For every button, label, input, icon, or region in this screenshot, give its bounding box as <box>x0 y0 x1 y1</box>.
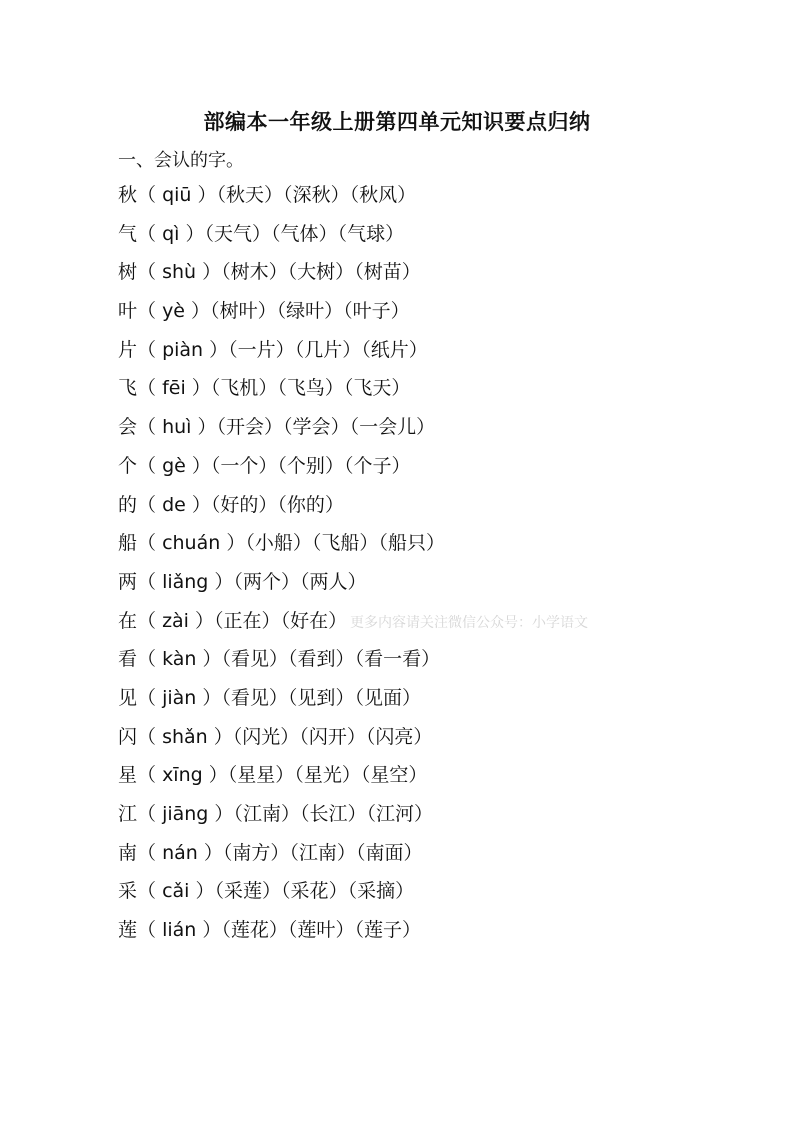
character-row: 叶（ yè ）（树叶）（绿叶）（叶子） <box>118 300 410 323</box>
pinyin: yè <box>162 300 185 323</box>
character: 看 <box>118 648 138 671</box>
character: 个 <box>118 454 138 477</box>
word: 看到 <box>297 648 336 671</box>
word: 看见 <box>230 648 269 671</box>
character-row: 气（ qì ）（天气）（气体）（气球） <box>118 222 405 245</box>
word: 闪光 <box>242 725 281 748</box>
character-row: 船（ chuán ）（小船）（飞船）（船只） <box>118 532 445 555</box>
word: 气体 <box>280 222 319 245</box>
word: 树苗 <box>363 261 402 284</box>
word: 树木 <box>230 261 269 284</box>
word: 秋天 <box>226 184 265 206</box>
character: 船 <box>118 532 138 555</box>
pinyin: zài <box>162 609 189 632</box>
character: 树 <box>118 261 138 284</box>
pinyin: chuán <box>162 532 221 555</box>
word: 见面 <box>363 686 402 709</box>
word: 采莲 <box>224 880 263 903</box>
pinyin: cǎi <box>162 880 190 903</box>
word: 天气 <box>213 222 252 245</box>
pinyin: shǎn <box>162 725 208 748</box>
word: 气球 <box>347 222 386 245</box>
character: 飞 <box>118 377 138 400</box>
pinyin: xīng <box>162 764 203 787</box>
word: 莲花 <box>230 919 269 942</box>
character: 片 <box>118 338 138 361</box>
word: 树叶 <box>219 300 258 323</box>
character: 见 <box>118 686 138 709</box>
word: 飞船 <box>321 532 360 555</box>
word: 叶子 <box>352 300 391 323</box>
character: 莲 <box>118 919 138 942</box>
character: 闪 <box>118 725 138 748</box>
word: 闪亮 <box>375 725 414 748</box>
word: 小船 <box>254 532 293 555</box>
character-row: 莲（ lián ）（莲花）（莲叶）（莲子） <box>118 919 421 942</box>
pinyin: jiāng <box>162 803 209 825</box>
pinyin: nán <box>162 841 198 864</box>
word: 看见 <box>230 686 269 709</box>
character-row: 秋（ qiū ）（秋天）（深秋）（秋风） <box>118 184 417 206</box>
pinyin: kàn <box>162 648 197 671</box>
pinyin: gè <box>162 454 186 477</box>
character-row: 的（ de ）（好的）（你的） <box>118 493 344 516</box>
character: 秋 <box>118 184 138 206</box>
word: 船只 <box>387 532 426 555</box>
character-row: 片（ piàn ）（一片）（几片）（纸片） <box>118 338 428 361</box>
word: 学会 <box>292 416 331 439</box>
word: 好的 <box>220 493 259 516</box>
character-row: 南（ nán ）（南方）（江南）（南面） <box>118 841 423 864</box>
pinyin: shù <box>162 261 197 284</box>
character: 在 <box>118 609 138 632</box>
word: 一片 <box>237 338 276 361</box>
word: 见到 <box>297 686 336 709</box>
word: 深秋 <box>292 184 331 206</box>
character: 江 <box>118 803 138 825</box>
character: 叶 <box>118 300 138 323</box>
character-row: 飞（ fēi ）（飞机）（飞鸟）（飞天） <box>118 377 411 400</box>
word: 纸片 <box>370 338 409 361</box>
section-heading: 一、会认的字。 <box>118 150 244 171</box>
character: 的 <box>118 493 138 516</box>
word: 个子 <box>353 454 392 477</box>
page-title: 部编本一年级上册第四单元知识要点归纳 <box>203 110 591 134</box>
pinyin: de <box>162 493 186 516</box>
character-row: 两（ liǎng ）（两个）（两人） <box>118 570 367 593</box>
word: 星空 <box>370 764 409 787</box>
word: 大树 <box>297 261 336 284</box>
word: 一会儿 <box>359 416 417 439</box>
word: 飞鸟 <box>286 377 325 400</box>
character: 气 <box>118 222 138 245</box>
word: 你的 <box>286 493 325 516</box>
word: 秋风 <box>359 184 398 206</box>
pinyin: piàn <box>162 338 204 361</box>
character: 会 <box>118 416 138 439</box>
character-list <box>118 180 758 954</box>
word: 江南 <box>298 841 337 864</box>
pinyin: jiàn <box>162 686 197 709</box>
word: 开会 <box>226 416 265 439</box>
character-row: 树（ shù ）（树木）（大树）（树苗） <box>118 261 421 284</box>
word: 莲叶 <box>297 919 336 942</box>
character-row: 闪（ shǎn ）（闪光）（闪开）（闪亮） <box>118 725 433 748</box>
word: 江河 <box>376 803 415 825</box>
word: 一个 <box>220 454 259 477</box>
word: 江南 <box>242 803 281 825</box>
character-row: 看（ kàn ）（看见）（看到）（看一看） <box>118 648 441 671</box>
character-row: 见（ jiàn ）（看见）（见到）（见面） <box>118 686 421 709</box>
pinyin: lián <box>162 919 197 942</box>
word: 个别 <box>286 454 325 477</box>
character: 南 <box>118 841 138 864</box>
word: 两个 <box>242 570 281 593</box>
word: 正在 <box>223 609 262 632</box>
pinyin: qiū <box>162 184 192 206</box>
pinyin: qì <box>162 222 180 245</box>
word: 飞天 <box>353 377 392 400</box>
character-row: 在（ zài ）（正在）（好在） <box>118 609 348 632</box>
word: 闪开 <box>308 725 347 748</box>
word: 莲子 <box>363 919 402 942</box>
word: 南方 <box>232 841 271 864</box>
character-row: 星（ xīng ）（星星）（星光）（星空） <box>118 764 428 787</box>
character-row: 个（ gè ）（一个）（个别）（个子） <box>118 454 411 477</box>
character: 星 <box>118 764 138 787</box>
watermark-text: 更多内容请关注微信公众号：小学语文 <box>350 615 588 631</box>
word: 采花 <box>290 880 329 903</box>
word: 绿叶 <box>286 300 325 323</box>
character: 采 <box>118 880 138 903</box>
word: 飞机 <box>220 377 259 400</box>
word: 几片 <box>304 338 343 361</box>
character-row: 采（ cǎi ）（采莲）（采花）（采摘） <box>118 880 415 903</box>
word: 长江 <box>309 803 348 825</box>
word: 好在 <box>290 609 329 632</box>
word: 星星 <box>237 764 276 787</box>
pinyin: fēi <box>162 377 186 400</box>
character: 两 <box>118 570 138 593</box>
character-row: 会（ huì ）（开会）（学会）（一会儿） <box>118 416 436 439</box>
word: 采摘 <box>357 880 396 903</box>
character-row: 江（ jiāng ）（江南）（长江）（江河） <box>118 803 434 825</box>
word: 看一看 <box>364 648 422 671</box>
pinyin: liǎng <box>162 570 209 593</box>
word: 星光 <box>303 764 342 787</box>
pinyin: huì <box>162 416 192 439</box>
word: 南面 <box>365 841 404 864</box>
word: 两人 <box>309 570 348 593</box>
